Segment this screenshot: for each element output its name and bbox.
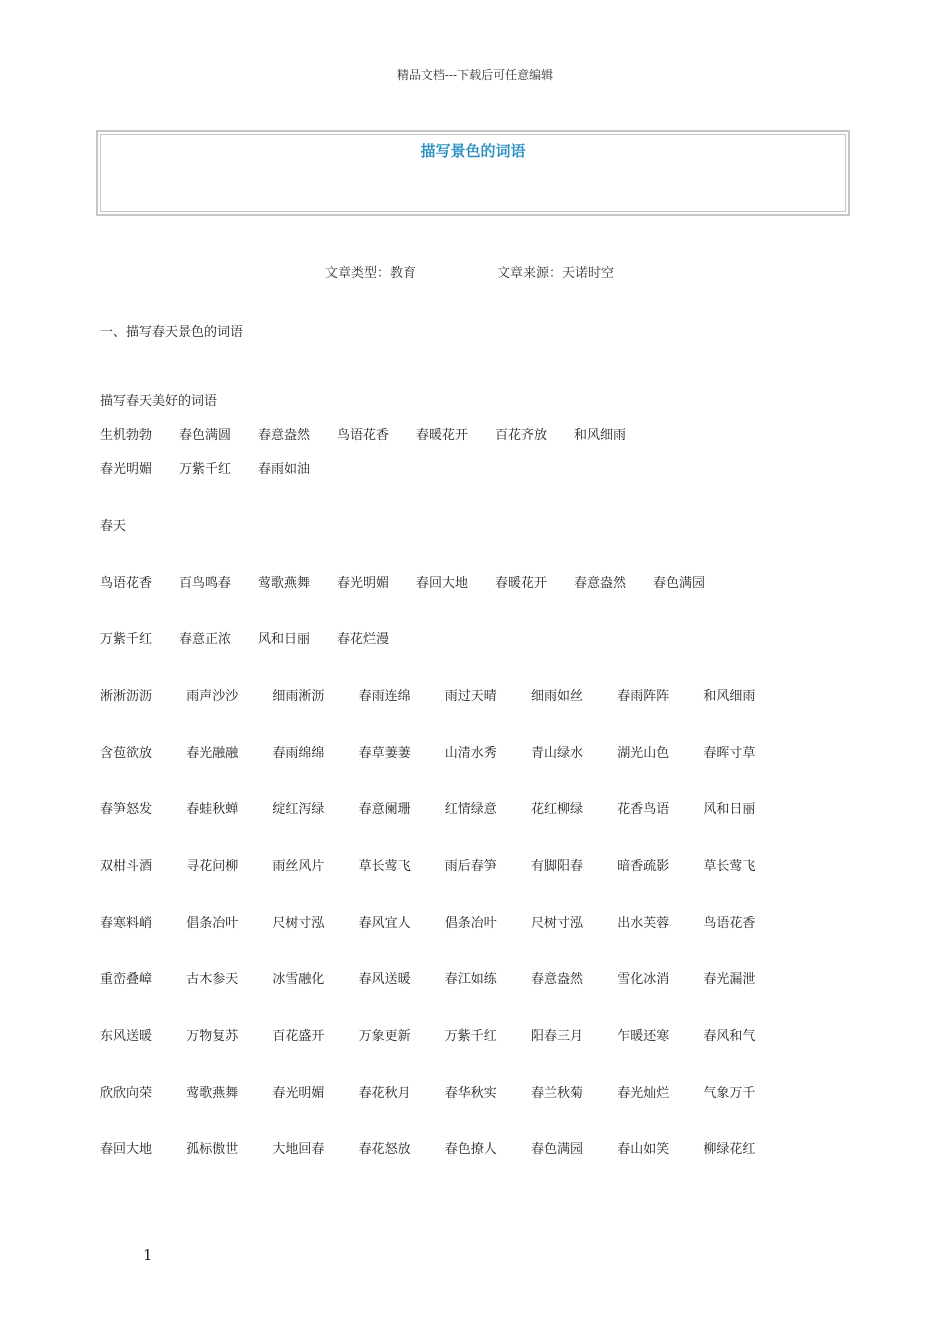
word-item: 春意阑珊 <box>358 802 411 817</box>
subheading-spring-beauty: 描写春天美好的词语 <box>100 394 218 409</box>
word-item: 鸟语花香 <box>100 576 153 591</box>
word-item: 草长莺飞 <box>358 859 411 874</box>
word-item: 春雨阵阵 <box>617 689 670 704</box>
word-item: 出水芙蓉 <box>617 916 670 931</box>
word-item: 风和日丽 <box>703 802 756 817</box>
word-item: 万物复苏 <box>186 1029 239 1044</box>
word-item: 春雨绵绵 <box>272 746 325 761</box>
word-item: 春意盎然 <box>574 576 627 591</box>
word-item: 雨声沙沙 <box>186 689 239 704</box>
word-item: 春风宜人 <box>358 916 411 931</box>
word-item: 重峦叠嶂 <box>100 972 153 987</box>
word-item: 百花盛开 <box>272 1029 325 1044</box>
word-item: 万紫千红 <box>179 462 232 477</box>
word-item: 春光灿烂 <box>617 1086 670 1101</box>
word-item: 万紫千红 <box>100 632 153 647</box>
word-item: 春草萋萋 <box>358 746 411 761</box>
word-item: 红情绿意 <box>444 802 497 817</box>
word-item: 大地回春 <box>272 1142 325 1157</box>
word-item: 风和日丽 <box>258 632 311 647</box>
word-item: 细雨淅沥 <box>272 689 325 704</box>
word-item: 寻花问柳 <box>186 859 239 874</box>
word-item: 莺歌燕舞 <box>258 576 311 591</box>
word-item: 有脚阳春 <box>531 859 584 874</box>
word-item: 淅淅沥沥 <box>100 689 153 704</box>
word-item: 和风细雨 <box>574 428 627 443</box>
word-item: 鸟语花香 <box>703 916 756 931</box>
word-item: 春江如练 <box>444 972 497 987</box>
word-item: 百鸟鸣春 <box>179 576 232 591</box>
word-item: 青山绿水 <box>531 746 584 761</box>
word-item: 含苞欲放 <box>100 746 153 761</box>
word-item: 春回大地 <box>100 1142 153 1157</box>
page-header-note: 精品文档---下载后可任意编辑 <box>396 68 554 82</box>
word-item: 春花秋月 <box>358 1086 411 1101</box>
word-item: 尺树寸泓 <box>272 916 325 931</box>
word-item: 花香鸟语 <box>617 802 670 817</box>
word-item: 古木参天 <box>186 972 239 987</box>
word-item: 欣欣向荣 <box>100 1086 153 1101</box>
subheading-spring: 春天 <box>100 519 127 534</box>
word-item: 乍暖还寒 <box>617 1029 670 1044</box>
word-item: 春意正浓 <box>179 632 232 647</box>
word-item: 春花怒放 <box>358 1142 411 1157</box>
word-item: 湖光山色 <box>617 746 670 761</box>
word-item: 万象更新 <box>358 1029 411 1044</box>
word-item: 草长莺飞 <box>703 859 756 874</box>
word-item: 雪化冰消 <box>617 972 670 987</box>
word-item: 春花烂漫 <box>337 632 390 647</box>
word-item: 倡条冶叶 <box>444 916 497 931</box>
word-item: 万紫千红 <box>444 1029 497 1044</box>
article-title: 描写景色的词语 <box>420 142 526 160</box>
word-item: 阳春三月 <box>531 1029 584 1044</box>
word-item: 雨过天晴 <box>444 689 497 704</box>
page-number: 1 <box>143 1246 153 1264</box>
word-item: 春色满圆 <box>179 428 232 443</box>
word-item: 和风细雨 <box>703 689 756 704</box>
word-item: 孤标傲世 <box>186 1142 239 1157</box>
section-heading: 一、描写春天景色的词语 <box>100 325 244 340</box>
word-item: 百花齐放 <box>495 428 548 443</box>
word-item: 春意盎然 <box>531 972 584 987</box>
word-item: 倡条冶叶 <box>186 916 239 931</box>
article-source: 文章来源：天诺时空 <box>497 266 615 281</box>
word-item: 春风和气 <box>703 1029 756 1044</box>
word-item: 春光漏泄 <box>703 972 756 987</box>
word-item: 春暖花开 <box>495 576 548 591</box>
word-item: 春蛙秋蝉 <box>186 802 239 817</box>
title-box <box>96 130 850 216</box>
word-item: 春寒料峭 <box>100 916 153 931</box>
article-type: 文章类型：教育 <box>325 266 417 281</box>
word-item: 冰雪融化 <box>272 972 325 987</box>
word-item: 春兰秋菊 <box>531 1086 584 1101</box>
word-item: 春暖花开 <box>416 428 469 443</box>
word-item: 花红柳绿 <box>531 802 584 817</box>
word-item: 春光明媚 <box>272 1086 325 1101</box>
word-item: 暗香疏影 <box>617 859 670 874</box>
word-item: 春风送暖 <box>358 972 411 987</box>
word-item: 鸟语花香 <box>337 428 390 443</box>
word-item: 春笋怒发 <box>100 802 153 817</box>
word-item: 雨后春笋 <box>444 859 497 874</box>
word-item: 春华秋实 <box>444 1086 497 1101</box>
word-item: 气象万千 <box>703 1086 756 1101</box>
word-item: 绽红泻绿 <box>272 802 325 817</box>
word-item: 尺树寸泓 <box>531 916 584 931</box>
word-item: 春色撩人 <box>444 1142 497 1157</box>
word-item: 春光明媚 <box>100 462 153 477</box>
word-item: 春意盎然 <box>258 428 311 443</box>
word-item: 春色满园 <box>653 576 706 591</box>
word-item: 莺歌燕舞 <box>186 1086 239 1101</box>
word-item: 春山如笑 <box>617 1142 670 1157</box>
word-item: 春雨连绵 <box>358 689 411 704</box>
word-item: 春光融融 <box>186 746 239 761</box>
word-item: 山清水秀 <box>444 746 497 761</box>
word-item: 春雨如油 <box>258 462 311 477</box>
word-item: 雨丝风片 <box>272 859 325 874</box>
word-item: 生机勃勃 <box>100 428 153 443</box>
word-item: 柳绿花红 <box>703 1142 756 1157</box>
word-item: 春色满园 <box>531 1142 584 1157</box>
word-item: 细雨如丝 <box>531 689 584 704</box>
word-item: 春回大地 <box>416 576 469 591</box>
word-item: 春晖寸草 <box>703 746 756 761</box>
word-item: 双柑斗酒 <box>100 859 153 874</box>
word-item: 东风送暖 <box>100 1029 153 1044</box>
word-item: 春光明媚 <box>337 576 390 591</box>
